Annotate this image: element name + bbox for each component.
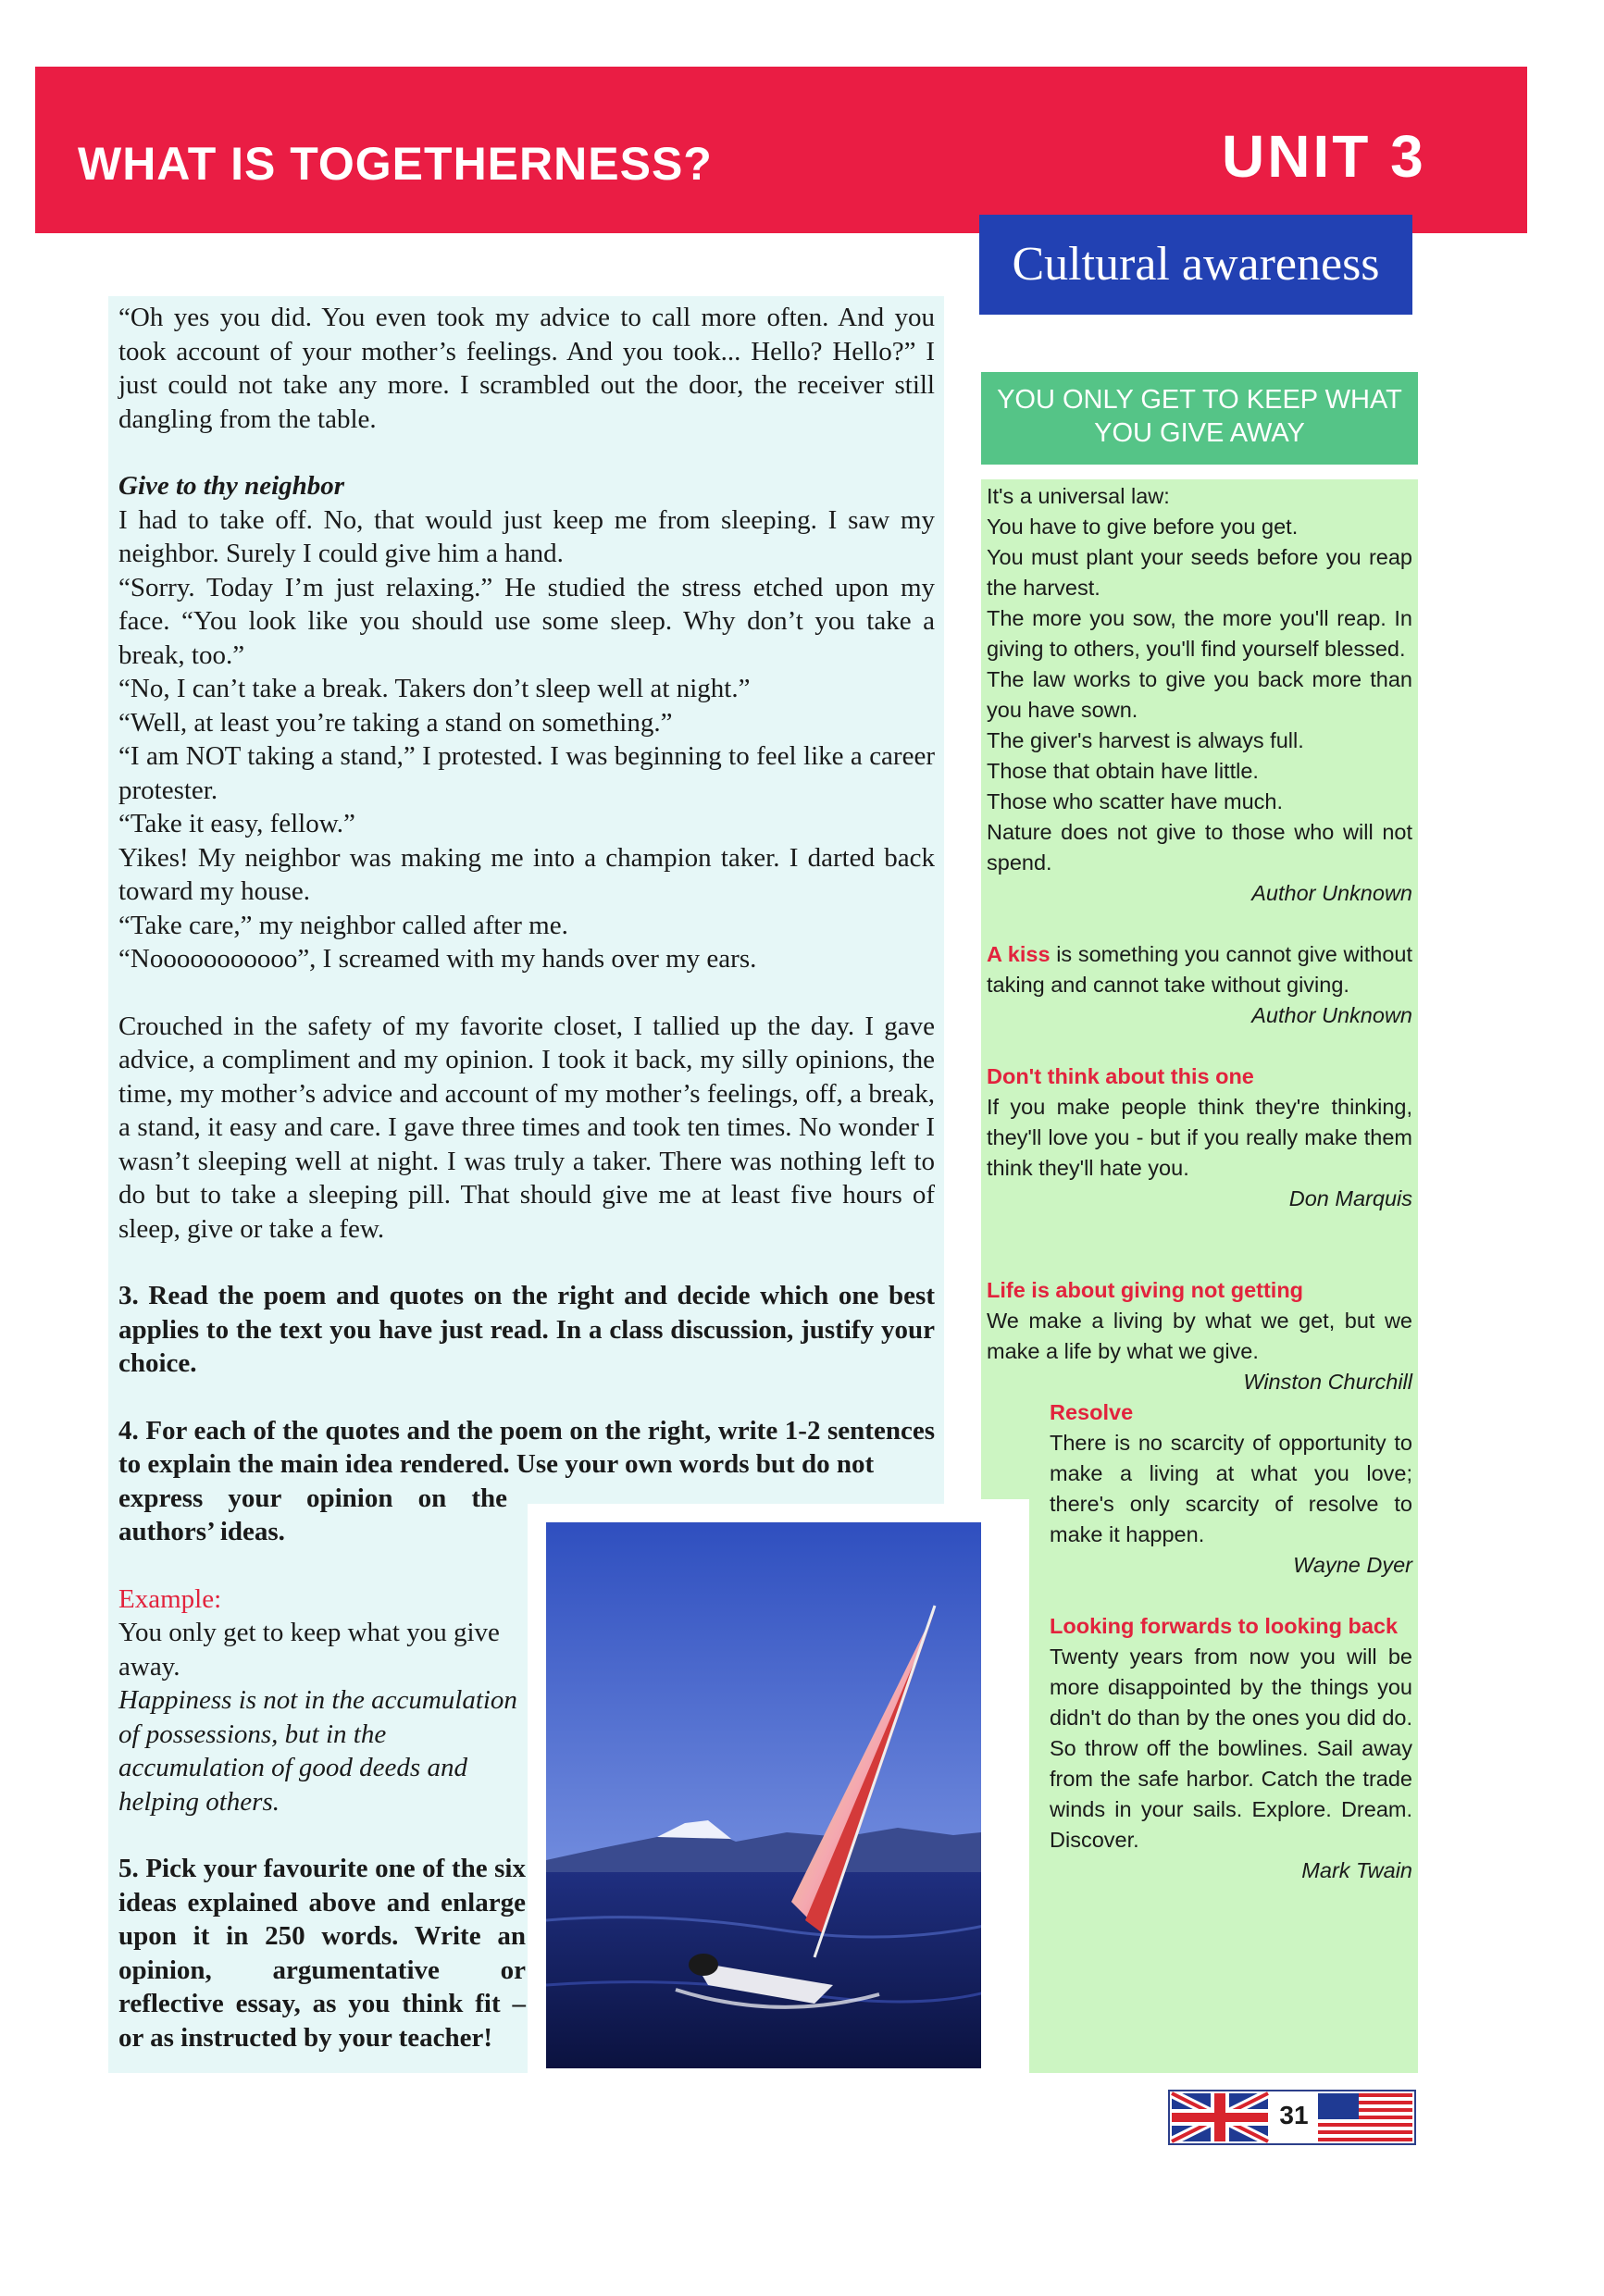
story-line: “No, I can’t take a break. Takers don’t sleep well at night.” [118,674,751,703]
quotes-text [987,481,1412,1886]
story-line: Yikes! My neighbor was making me into a champion taker. I darted back toward my house. [118,842,935,906]
quote-title: Don't think about this one [987,1064,1254,1088]
quote-author: Author Unknown [1251,881,1412,905]
story-line: “Nooooooooooo”, I screamed with my hands over my ears. [118,944,757,974]
quote-author: Author Unknown [1251,1003,1412,1027]
example-label: Example: [118,1583,222,1614]
page-number: 31 [1279,2101,1309,2129]
task-4 [118,1414,935,1482]
poem-line: The more you sow, the more you'll reap. In giving to others, you'll find yourself blessed. [987,606,1412,661]
quote-author: Wayne Dyer [1293,1553,1412,1577]
task-4-continued: express your opinion on the authors’ ideas. [118,1483,507,1546]
story-line: “Take it easy, fellow.” [118,809,355,838]
quote-text: If you make people think they're thinking, they'll love you - but if you really make them think they'll hate you. [987,1095,1412,1180]
task-3: 3. Read the poem and quotes on the right and decide which one best applies to the text you have just read. In a class discussion, justify your choice. [118,1281,935,1378]
story-line: “Take care,” my neighbor called after me. [118,910,568,940]
task-5: 5. Pick your favourite one of the six ideas explained above and enlarge upon it in 250 words. Write an opinion, argumentative or reflective essay, as you think fit – or as instructed by your teacher! [118,1854,526,2053]
story-line: “I am NOT taking a stand,” I protested. I was beginning to feel like a career protester. [118,741,935,805]
quote-title: Life is about giving not getting [987,1278,1304,1302]
story-paragraph: Crouched in the safety of my favorite closet, I tallied up the day. I gave advice, a compliment and my opinion. I took it back, my silly opinions, the time, my mother’s advice and account of my mother’s feelings, off, a break, a stand, it easy and care. I gave three times and took ten times. No wonder I wasn’t sleeping well at night. I was truly a taker. There was nothing left to do but to take a sleeping pill. That should give me at least five hours of sleep, give or take a few. [118,1011,935,1244]
kiss-quote [987,939,1412,1000]
quote-author: Don Marquis [1288,1186,1412,1210]
story-line: I had to take off. No, that would just keep me from sleeping. I saw my neighbor. Surely I could give him a hand. [118,504,935,568]
uk-flag-icon [1172,2093,1268,2141]
quote-text: We make a living by what we get, but we make a life by what we give. [987,1309,1412,1363]
unit-label: UNIT 3 [1222,123,1426,190]
quote-title: Resolve [1050,1400,1134,1424]
story-paragraph: “Oh yes you did. You even took my advice to call more often. And you took account of your mother’s feelings. And you took... Hello? Hello?” I just could not take any more. I scrambled out the door, the receiver still dangling from the table. [118,303,935,434]
poem-line: Those that obtain have little. [987,759,1259,783]
poem-line: You have to give before you get. [987,515,1299,539]
story-line: “Sorry. Today I’m just relaxing.” He studied the stress etched upon my face. “You look like you should use some sleep. Why don’t you take a break, too.” [118,572,935,670]
page-number-badge [1168,2090,1416,2145]
kiss-text: is something you cannot give without taking and cannot take without giving. [987,942,1412,997]
example-text: You only get to keep what you give away. [118,1618,500,1682]
story-line: “Well, at least you’re taking a stand on something.” [118,707,673,738]
task-4-main: 4. For each of the quotes and the poem on the right, write 1-2 sentences to explain the main idea rendered. Use your own words but do not [118,1415,935,1479]
poem-line: The law works to give you back more than you have sown. [987,667,1412,722]
quote-text: Twenty years from now you will be more disappointed by the things you didn't do than by the ones you did do. So throw off the bowlines. Sail away from the safe harbor. Catch the trade winds in your sails. Explore. Dream. Discover. [1050,1644,1412,1852]
poem-line: Those who scatter have much. [987,789,1284,813]
poem-line: You must plant your seeds before you reap the harvest. [987,545,1412,600]
sailboat-image [546,1522,1009,2068]
poem-line: Nature does not give to those who will not spend. [987,820,1412,875]
quote-author: Mark Twain [1301,1858,1412,1882]
sailboat-photo [528,1504,1027,2073]
quote-author: Winston Churchill [1243,1370,1412,1394]
story-subheading: Give to thy neighbor [118,471,345,501]
quote-title: Looking forwards to looking back [1050,1614,1399,1638]
poem-heading: YOU ONLY GET TO KEEP WHAT YOU GIVE AWAY [981,372,1418,465]
us-flag-icon [1318,2093,1412,2141]
poem-line: The giver's harvest is always full. [987,728,1304,752]
poem-line: It's a universal law: [987,484,1170,508]
example-answer: Happiness is not in the accumulation of possessions, but in the accumulation of good deeds and helping others. [118,1685,517,1817]
quote-text: There is no scarcity of opportunity to make a living at what you love; there's only scarcity of resolve to make it happen. [1050,1431,1412,1546]
section-label: Cultural awareness [979,215,1412,315]
page-title: WHAT IS TOGETHERNESS? [78,138,713,190]
kiss-lead: A kiss [987,942,1051,966]
